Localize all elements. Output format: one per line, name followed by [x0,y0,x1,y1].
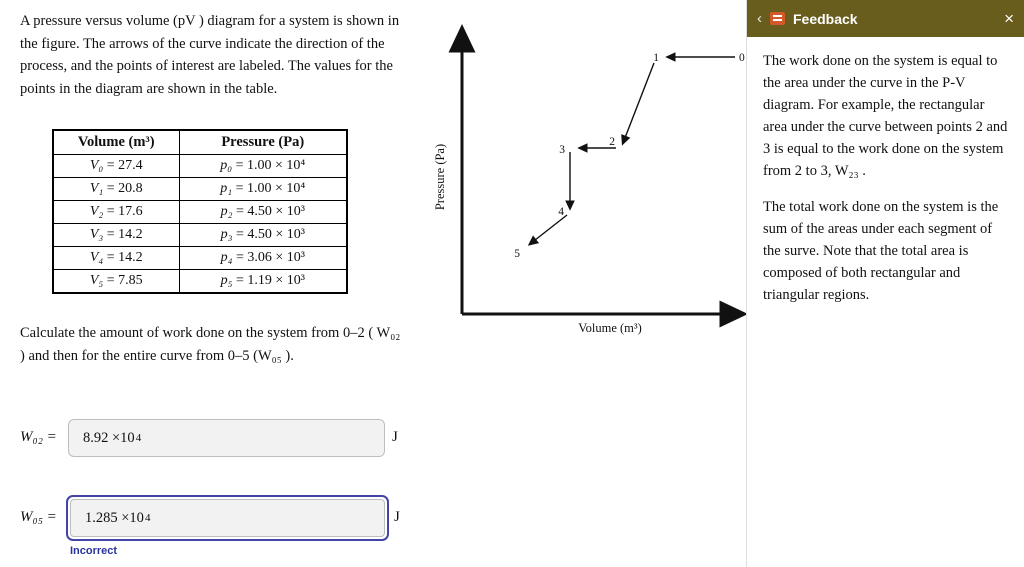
point-label-1: 1 [653,52,659,64]
table-row: V₄ = 14.2 p₄ = 3.06 × 10³ [53,247,347,270]
pressure-header: Pressure (Pa) [179,130,347,155]
curve-segment-1-2 [623,63,654,143]
volume-header: Volume (m³) [53,130,179,155]
collapse-chevron-icon[interactable]: ‹ [757,10,762,27]
problem-intro: A pressure versus volume (pV ) diagram for a system is shown in the figure. The arrows of the curve indicate the direction of the process, and the points of interest are labeled. The values for the points in the diagram are shown in the table. [20,13,400,97]
pv-diagram [430,12,762,350]
w02-unit: J [392,429,398,445]
table-row: V₃ = 14.2 p₃ = 4.50 × 10³ [53,224,347,247]
point-label-4: 4 [558,206,564,218]
close-icon[interactable]: × [1004,9,1014,28]
feedback-body [747,37,1024,306]
table-row: V₅ = 7.85 p₅ = 1.19 × 10³ [53,270,347,294]
w02-input[interactable] [68,419,385,457]
w05-input[interactable] [70,499,385,537]
x-axis-label: Volume (m³) [578,321,642,335]
feedback-header [747,0,1024,37]
table-row: V₁ = 20.8 p₁ = 1.00 × 10⁴ [53,178,347,201]
table-row: V₀ = 27.4 p₀ = 1.00 × 10⁴ [53,155,347,178]
w05-value: 1.285 ×10 [85,509,144,526]
point-label-2: 2 [609,136,615,148]
values-table [52,129,348,294]
point-label-0: 0 [739,52,745,64]
w05-focus-ring [66,495,389,541]
y-axis-label: Pressure (Pa) [433,143,447,211]
w02-label: W₀₂ = [20,429,57,445]
w05-unit: J [394,509,400,525]
feedback-paragraph-1: The work done on the system is equal to the area under the curve in the P-V diagram. For example, the rectangular area under the curve between points 2 and 3 is equal to the work done on the system from 2 to 3, W₂₃ . [763,53,1008,179]
feedback-icon [770,12,785,25]
feedback-title: Feedback [793,10,858,27]
w02-value: 8.92 ×10 [83,429,135,446]
problem-question: Calculate the amount of work done on the system from 0–2 ( W₀₂ ) and then for the entire curve from 0–5 (W₀₅ ). [20,325,401,364]
table-row: V₂ = 17.6 p₂ = 4.50 × 10³ [53,201,347,224]
feedback-paragraph-2: The total work done on the system is the sum of the areas under each segment of the surve. Note that the total area is composed of both rectangular and triangular regions. [763,199,999,303]
curve-segment-4-5 [530,215,567,244]
incorrect-status: Incorrect [70,545,118,557]
point-label-5: 5 [514,248,520,260]
table-header-row [53,130,347,155]
w05-exponent: 4 [144,512,151,524]
w05-label: W₀₅ = [20,509,57,525]
point-label-3: 3 [559,144,565,156]
w02-exponent: 4 [135,432,142,444]
feedback-panel [746,0,1024,567]
